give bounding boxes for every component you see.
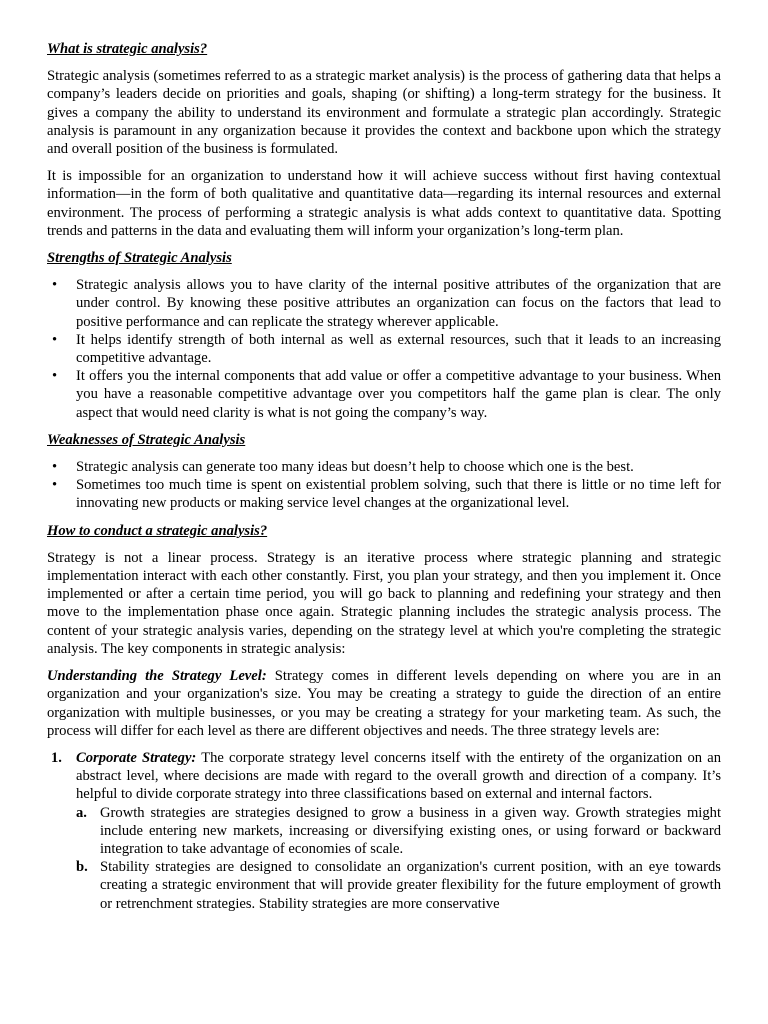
intro-paragraph-1: Strategic analysis (sometimes referred to as a strategic market analysis) is the process of gathering data that helps a company’s leaders decide on priorities and goals, shaping (or shifting) a long-term strategy for the business. It gives a company the ability to understand its environment and formulate a strategic plan accordingly. Strategic analysis is paramount in any organization because it provides the context and backbone upon which the strategy and overall position of the business is formulated.	[47, 68, 721, 158]
list-item-growth	[76, 804, 721, 859]
list-item: • Strategic analysis allows you to have clarity of the internal positive attributes of the organization that are under control. By knowing these positive attributes an organization can focus on the factors that lead to positive performance and can replicate the strategy wherever applicable.	[47, 276, 721, 331]
strategy-level-lead: Understanding the Strategy Level:	[47, 668, 267, 685]
corporate-strategy-sublist	[76, 804, 721, 913]
list-item: • Strategic analysis can generate too many ideas but doesn’t help to choose which one is the best.	[47, 458, 721, 476]
heading-what-is-strategic-analysis: What is strategic analysis?	[47, 41, 208, 57]
weaknesses-list	[47, 458, 721, 513]
strengths-list	[47, 276, 721, 422]
corporate-strategy-lead: Corporate Strategy:	[76, 749, 197, 766]
list-item-corporate-strategy	[47, 749, 721, 913]
list-item: • It helps identify strength of both internal as well as external resources, such that it leads to an increasing competitive advantage.	[47, 331, 721, 367]
list-letter: b.	[76, 859, 88, 876]
strategy-levels-list	[47, 749, 721, 913]
heading-how-to-conduct: How to conduct a strategic analysis?	[47, 522, 268, 539]
stability-strategies-text: Stability strategies are designed to consolidate an organization's current position, with an eye towards creating a strategic environment that will provide greater flexibility for the future employment of growth or retrenchment strategies. Stability strategies are more conservative	[100, 859, 721, 912]
howto-paragraph: Strategy is not a linear process. Strategy is an iterative process where strategic planning and strategic implementation interact with each other constantly. First, you plan your strategy, and then you implement it. Once implemented or after a certain time period, you will go back to planning and redefining your strategy and then move to the implementation phase once again. Strategic planning includes the strategic analysis process. The content of your strategic analysis varies, depending on the strategy level at which you're completing the strategic analysis. The key components in strategic analysis:	[47, 549, 721, 657]
heading-strengths: Strengths of Strategic Analysis	[47, 250, 232, 267]
heading-weaknesses: Weaknesses of Strategic Analysis	[47, 431, 246, 448]
list-item: • Sometimes too much time is spent on existential problem solving, such that there is little or no time left for innovating new products or making service level changes at the organizational level.	[47, 476, 721, 512]
list-number: 1.	[51, 749, 62, 766]
list-item-stability	[76, 858, 721, 913]
list-item: • It offers you the internal components that add value or offer a competitive advantage to your business. When you have a reasonable competitive advantage over you competitors half the game plan is clear. The only aspect that would need clarity is what is not going the company’s way.	[47, 367, 721, 422]
intro-paragraph-2: It is impossible for an organization to understand how it will achieve success without first having contextual information—in the form of both qualitative and quantitative data—regarding its internal resources and external environment. The process of performing a strategic analysis is what adds context to quantitative data. Spotting trends and patterns in the data and evaluating them will inform your organization’s long-term plan.	[47, 168, 721, 239]
corporate-strategy-text: The corporate strategy level concerns itself with the entirety of the organization on an abstract level, where decisions are made with regard to the overall growth and direction of a company. It’s helpful to divide corporate strategy into three classifications based on external and internal factors.	[76, 749, 722, 803]
strategy-level-paragraph	[47, 667, 721, 740]
growth-strategies-text: Growth strategies are strategies designed to grow a business in a given way. Growth strategies might include entering new markets, increasing or diversifying existing ones, or using forward or backward integration to take advantage of economies of scale.	[100, 804, 721, 857]
list-letter: a.	[76, 804, 87, 821]
strategy-level-text: Strategy comes in different levels depending on where you are in an organization and your organization's size. You may be creating a strategy to guide the direction of an entire organization with multiple businesses, or you may be creating a strategy for your marketing team. As such, the process will differ for each level as there are different objectives and needs. The three strategy levels are:	[47, 668, 721, 739]
